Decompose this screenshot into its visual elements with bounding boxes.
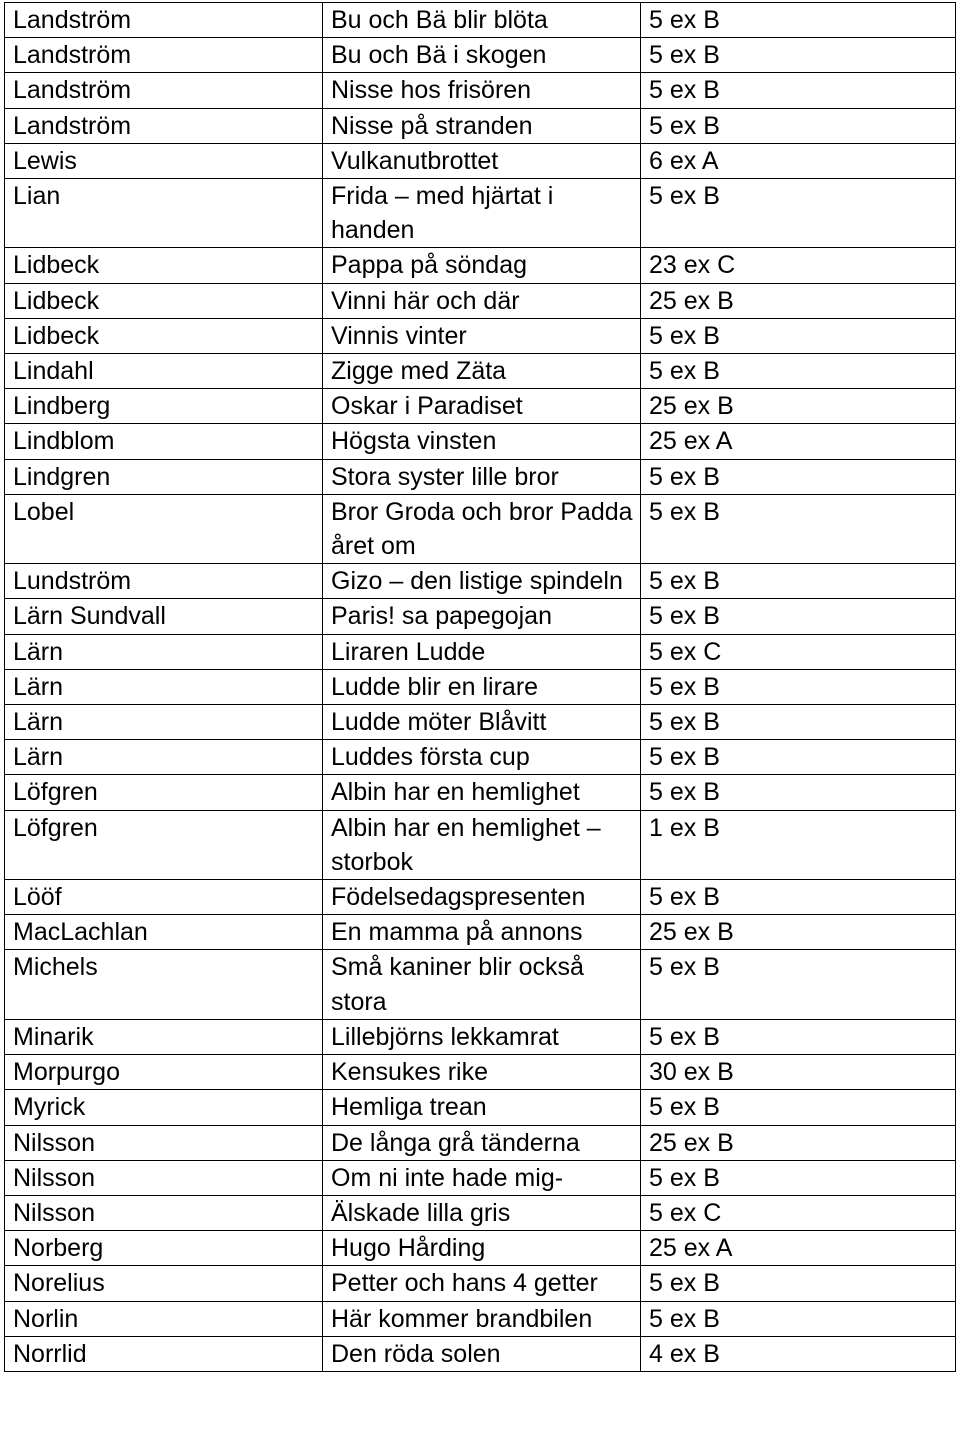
quantity-cell: 25 ex B	[641, 1125, 956, 1160]
table-row	[5, 915, 956, 950]
quantity-cell: 5 ex B	[641, 318, 956, 353]
table-row	[5, 389, 956, 424]
quantity-cell: 5 ex B	[641, 950, 956, 1019]
quantity-cell: 5 ex B	[641, 73, 956, 108]
table-row	[5, 73, 956, 108]
title-cell: Den röda solen	[323, 1336, 641, 1371]
title-cell: Albin har en hemlighet	[323, 775, 641, 810]
title-cell: Luddes första cup	[323, 740, 641, 775]
table-row	[5, 108, 956, 143]
title-cell: Albin har en hemlighet – storbok	[323, 810, 641, 879]
author-cell: Landström	[5, 3, 323, 38]
table-row	[5, 950, 956, 1019]
author-cell: Lidbeck	[5, 283, 323, 318]
table-row	[5, 634, 956, 669]
table-row	[5, 740, 956, 775]
author-cell: Lärn	[5, 705, 323, 740]
quantity-cell: 25 ex A	[641, 424, 956, 459]
title-cell: Om ni inte hade mig-	[323, 1160, 641, 1195]
title-cell: Ludde möter Blåvitt	[323, 705, 641, 740]
quantity-cell: 6 ex A	[641, 143, 956, 178]
table-row	[5, 143, 956, 178]
table-row	[5, 775, 956, 810]
author-cell: Lundström	[5, 564, 323, 599]
quantity-cell: 5 ex B	[641, 354, 956, 389]
author-cell: Lärn Sundvall	[5, 599, 323, 634]
quantity-cell: 5 ex C	[641, 634, 956, 669]
title-cell: Stora syster lille bror	[323, 459, 641, 494]
quantity-cell: 25 ex B	[641, 915, 956, 950]
author-cell: Myrick	[5, 1090, 323, 1125]
author-cell: Norlin	[5, 1301, 323, 1336]
table-row	[5, 1019, 956, 1054]
author-cell: Landström	[5, 108, 323, 143]
author-cell: Lööf	[5, 880, 323, 915]
table-row	[5, 1055, 956, 1090]
title-cell: Ludde blir en lirare	[323, 669, 641, 704]
author-cell: Michels	[5, 950, 323, 1019]
author-cell: Löfgren	[5, 810, 323, 879]
quantity-cell: 5 ex B	[641, 3, 956, 38]
quantity-cell: 5 ex B	[641, 1266, 956, 1301]
quantity-cell: 5 ex B	[641, 740, 956, 775]
quantity-cell: 5 ex B	[641, 1090, 956, 1125]
table-row	[5, 1336, 956, 1371]
author-cell: Lärn	[5, 740, 323, 775]
author-cell: Norelius	[5, 1266, 323, 1301]
title-cell: Hugo Hårding	[323, 1231, 641, 1266]
book-rows	[5, 3, 956, 1372]
table-row	[5, 494, 956, 563]
title-cell: Bu och Bä blir blöta	[323, 3, 641, 38]
table-row	[5, 810, 956, 879]
table-row	[5, 1231, 956, 1266]
title-cell: Vulkanutbrottet	[323, 143, 641, 178]
quantity-cell: 5 ex B	[641, 880, 956, 915]
book-inventory-table	[4, 2, 956, 1372]
quantity-cell: 5 ex B	[641, 179, 956, 248]
author-cell: Lidbeck	[5, 318, 323, 353]
author-cell: Lindahl	[5, 354, 323, 389]
author-cell: Nilsson	[5, 1125, 323, 1160]
title-cell: De långa grå tänderna	[323, 1125, 641, 1160]
title-cell: Pappa på söndag	[323, 248, 641, 283]
title-cell: Frida – med hjärtat i handen	[323, 179, 641, 248]
table-row	[5, 705, 956, 740]
title-cell: Nisse hos frisören	[323, 73, 641, 108]
author-cell: MacLachlan	[5, 915, 323, 950]
table-row	[5, 424, 956, 459]
quantity-cell: 25 ex B	[641, 389, 956, 424]
title-cell: Petter och hans 4 getter	[323, 1266, 641, 1301]
title-cell: Bu och Bä i skogen	[323, 38, 641, 73]
quantity-cell: 5 ex B	[641, 599, 956, 634]
author-cell: Lobel	[5, 494, 323, 563]
author-cell: Norrlid	[5, 1336, 323, 1371]
quantity-cell: 5 ex B	[641, 669, 956, 704]
quantity-cell: 5 ex B	[641, 564, 956, 599]
table-row	[5, 38, 956, 73]
title-cell: Liraren Ludde	[323, 634, 641, 669]
title-cell: Nisse på stranden	[323, 108, 641, 143]
author-cell: Lindgren	[5, 459, 323, 494]
quantity-cell: 5 ex B	[641, 775, 956, 810]
quantity-cell: 25 ex B	[641, 283, 956, 318]
author-cell: Lewis	[5, 143, 323, 178]
table-row	[5, 459, 956, 494]
author-cell: Norberg	[5, 1231, 323, 1266]
title-cell: Små kaniner blir också stora	[323, 950, 641, 1019]
quantity-cell: 5 ex B	[641, 1019, 956, 1054]
title-cell: Lillebjörns lekkamrat	[323, 1019, 641, 1054]
title-cell: Bror Groda och bror Padda året om	[323, 494, 641, 563]
quantity-cell: 5 ex B	[641, 1160, 956, 1195]
table-row	[5, 1195, 956, 1230]
table-row	[5, 880, 956, 915]
title-cell: Födelsedagspresenten	[323, 880, 641, 915]
author-cell: Minarik	[5, 1019, 323, 1054]
table-row	[5, 1301, 956, 1336]
title-cell: Paris! sa papegojan	[323, 599, 641, 634]
author-cell: Lidbeck	[5, 248, 323, 283]
quantity-cell: 5 ex B	[641, 1301, 956, 1336]
author-cell: Nilsson	[5, 1160, 323, 1195]
quantity-cell: 30 ex B	[641, 1055, 956, 1090]
title-cell: En mamma på annons	[323, 915, 641, 950]
title-cell: Här kommer brandbilen	[323, 1301, 641, 1336]
table-row	[5, 1125, 956, 1160]
quantity-cell: 25 ex A	[641, 1231, 956, 1266]
table-row	[5, 669, 956, 704]
quantity-cell: 4 ex B	[641, 1336, 956, 1371]
quantity-cell: 5 ex B	[641, 494, 956, 563]
table-row	[5, 564, 956, 599]
table-row	[5, 1160, 956, 1195]
author-cell: Lärn	[5, 634, 323, 669]
title-cell: Gizo – den listige spindeln	[323, 564, 641, 599]
author-cell: Lärn	[5, 669, 323, 704]
title-cell: Högsta vinsten	[323, 424, 641, 459]
title-cell: Vinni här och där	[323, 283, 641, 318]
quantity-cell: 5 ex B	[641, 705, 956, 740]
author-cell: Landström	[5, 38, 323, 73]
author-cell: Nilsson	[5, 1195, 323, 1230]
author-cell: Landström	[5, 73, 323, 108]
author-cell: Lindblom	[5, 424, 323, 459]
title-cell: Kensukes rike	[323, 1055, 641, 1090]
quantity-cell: 23 ex C	[641, 248, 956, 283]
title-cell: Zigge med Zäta	[323, 354, 641, 389]
title-cell: Älskade lilla gris	[323, 1195, 641, 1230]
quantity-cell: 5 ex B	[641, 108, 956, 143]
table-row	[5, 248, 956, 283]
table-row	[5, 354, 956, 389]
table-row	[5, 283, 956, 318]
table-row	[5, 1090, 956, 1125]
table-row	[5, 318, 956, 353]
quantity-cell: 5 ex B	[641, 38, 956, 73]
title-cell: Oskar i Paradiset	[323, 389, 641, 424]
title-cell: Vinnis vinter	[323, 318, 641, 353]
quantity-cell: 1 ex B	[641, 810, 956, 879]
table-row	[5, 3, 956, 38]
table-row	[5, 1266, 956, 1301]
table-row	[5, 599, 956, 634]
author-cell: Lindberg	[5, 389, 323, 424]
table-row	[5, 179, 956, 248]
title-cell: Hemliga trean	[323, 1090, 641, 1125]
author-cell: Morpurgo	[5, 1055, 323, 1090]
author-cell: Löfgren	[5, 775, 323, 810]
author-cell: Lian	[5, 179, 323, 248]
quantity-cell: 5 ex C	[641, 1195, 956, 1230]
quantity-cell: 5 ex B	[641, 459, 956, 494]
